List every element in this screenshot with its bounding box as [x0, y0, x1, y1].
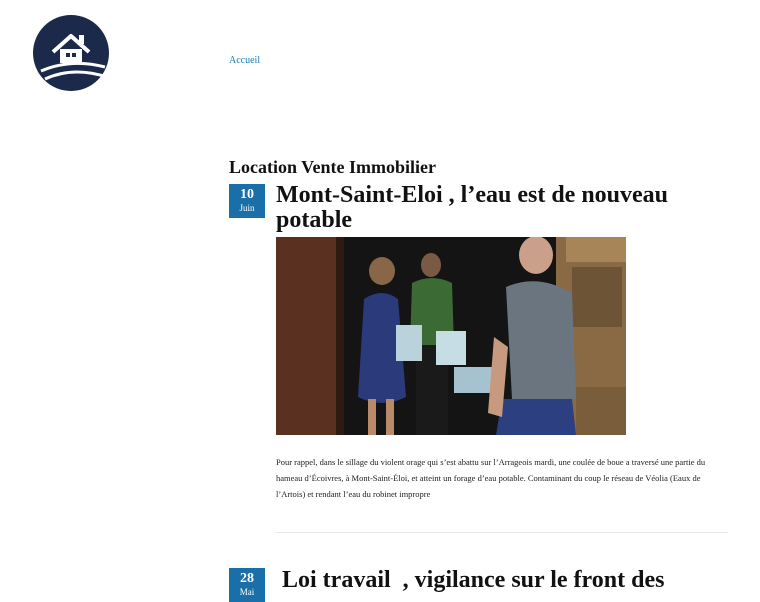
post-date-day: 10: [240, 187, 254, 202]
post-date-month: Mai: [239, 587, 255, 597]
post-excerpt: Pour rappel, dans le sillage du violent orage qui s’est abattu sur l’Arrageois mardi, une coulée de boue a traversé une partie du hameau d’Écoivres, à Mont-Saint-Éloi, et atteint un forage d’eau potable. Contaminant du coup le réseau de Véolia (Eaux de l’Artois) et rendant l’eau du robinet impropre: [276, 457, 706, 499]
nav-link-home[interactable]: Accueil: [229, 55, 261, 66]
post-divider: [276, 532, 728, 533]
post-date-badge: [229, 568, 265, 602]
post-date-month: Juin: [239, 203, 255, 213]
post-title[interactable]: Loi travail , vigilance sur le front des: [282, 567, 665, 593]
post-title[interactable]: Mont-Saint-Eloi , l’eau est de nouveau potable: [276, 182, 669, 233]
post-date-badge: [229, 184, 265, 218]
post-date-day: 28: [240, 571, 254, 586]
main-nav: [229, 50, 260, 68]
news-photo[interactable]: [276, 237, 626, 435]
site-title: Location Vente Immobilier: [229, 157, 436, 177]
house-logo-icon[interactable]: [33, 15, 109, 91]
